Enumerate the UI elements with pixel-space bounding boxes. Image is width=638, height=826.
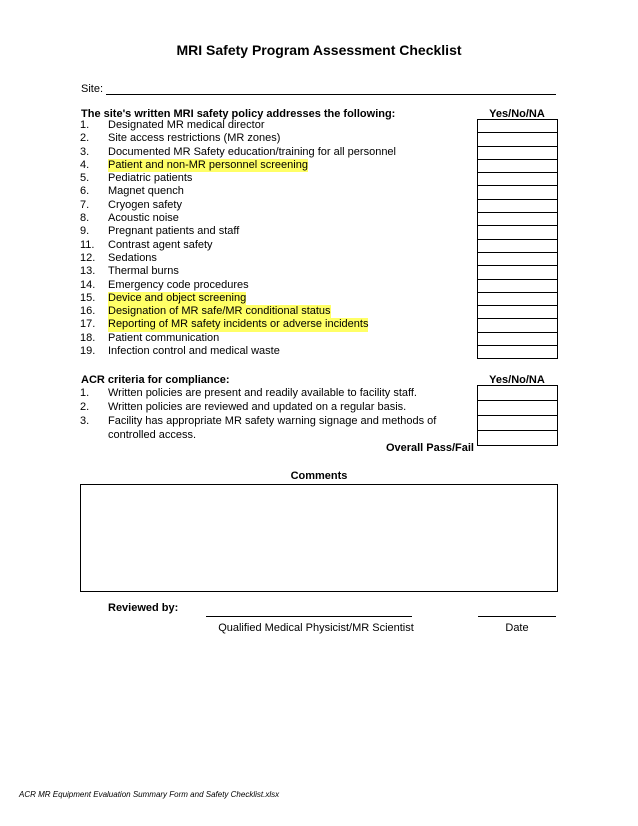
criteria-heading: ACR criteria for compliance: xyxy=(81,374,230,386)
answer-cell[interactable] xyxy=(478,319,557,332)
answer-cell[interactable] xyxy=(478,213,557,226)
item-text: Reporting of MR safety incidents or adverse incidents xyxy=(108,318,369,331)
policy-item xyxy=(80,265,470,278)
item-text: Documented MR Safety education/training for all personnel xyxy=(108,145,396,158)
item-text: Magnet quench xyxy=(108,185,184,198)
item-number: 13. xyxy=(80,265,96,278)
item-number: 11. xyxy=(80,238,95,251)
policy-item xyxy=(80,199,470,212)
answer-cell[interactable] xyxy=(478,293,557,306)
answer-cell[interactable] xyxy=(478,333,557,346)
date-caption: Date xyxy=(505,622,529,634)
policy-item xyxy=(80,239,470,252)
answer-cell[interactable] xyxy=(478,386,557,401)
policy-item xyxy=(80,172,470,185)
policy-item xyxy=(80,345,470,358)
policy-item xyxy=(80,132,470,145)
criteria-item xyxy=(80,414,470,442)
item-text: Infection control and medical waste xyxy=(108,345,280,358)
policy-heading: The site's written MRI safety policy addresses the following: xyxy=(81,108,396,120)
answer-cell[interactable] xyxy=(478,401,557,416)
item-text: Patient and non-MR personnel screening xyxy=(108,158,308,171)
item-text: Cryogen safety xyxy=(108,198,182,211)
item-number: 8. xyxy=(80,212,90,225)
criteria-answer-grid xyxy=(477,385,558,446)
item-text: Written policies are present and readily available to facility staff. xyxy=(108,387,417,399)
answer-cell[interactable] xyxy=(478,280,557,293)
item-text: Acoustic noise xyxy=(108,212,179,225)
answer-cell[interactable] xyxy=(478,120,557,133)
footer-filename: ACR MR Equipment Evaluation Summary Form and Safety Checklist.xlsx xyxy=(19,790,280,799)
item-number: 9. xyxy=(80,225,90,238)
criteria-item xyxy=(80,400,470,414)
signature-line[interactable] xyxy=(206,616,412,617)
criteria-column-header: Yes/No/NA xyxy=(489,374,545,386)
policy-item xyxy=(80,119,470,132)
item-number: 19. xyxy=(80,345,96,358)
answer-cell[interactable] xyxy=(478,147,557,160)
policy-item xyxy=(80,279,470,292)
item-text: Emergency code procedures xyxy=(108,278,249,291)
policy-item-list xyxy=(80,119,470,358)
item-text: Sedations xyxy=(108,251,157,264)
answer-cell[interactable] xyxy=(478,133,557,146)
overall-pass-fail-label: Overall Pass/Fail xyxy=(385,442,474,454)
answer-cell[interactable] xyxy=(478,306,557,319)
answer-cell[interactable] xyxy=(478,253,557,266)
item-number: 4. xyxy=(80,158,90,171)
reviewed-by-label: Reviewed by: xyxy=(108,602,179,614)
item-number: 2. xyxy=(80,401,90,413)
item-number: 15. xyxy=(80,291,96,304)
date-line[interactable] xyxy=(478,616,556,617)
page-title: MRI Safety Program Assessment Checklist xyxy=(176,42,462,58)
answer-cell[interactable] xyxy=(478,226,557,239)
policy-item xyxy=(80,292,470,305)
item-text: Device and object screening xyxy=(108,291,247,304)
item-number: 2. xyxy=(80,132,90,145)
answer-cell[interactable] xyxy=(478,173,557,186)
item-number: 1. xyxy=(80,119,90,131)
policy-item xyxy=(80,332,470,345)
item-number: 5. xyxy=(80,172,90,185)
item-number: 17. xyxy=(80,318,96,331)
item-number: 18. xyxy=(80,331,96,344)
policy-item xyxy=(80,305,470,318)
item-number: 14. xyxy=(80,278,96,291)
answer-cell[interactable] xyxy=(478,266,557,279)
item-text: Designated MR medical director xyxy=(108,119,265,131)
item-text: Pediatric patients xyxy=(108,172,193,185)
item-text: Written policies are reviewed and updated on a regular basis. xyxy=(108,401,407,413)
overall-pass-fail-cell[interactable] xyxy=(478,431,557,446)
site-input-line[interactable] xyxy=(106,94,556,95)
policy-item xyxy=(80,252,470,265)
item-number: 7. xyxy=(80,198,90,211)
item-number: 6. xyxy=(80,185,90,198)
policy-item xyxy=(80,318,470,331)
answer-cell[interactable] xyxy=(478,346,557,359)
policy-answer-grid xyxy=(477,119,558,359)
item-text: Designation of MR safe/MR conditional status xyxy=(108,305,331,318)
answer-cell[interactable] xyxy=(478,160,557,173)
site-label: Site: xyxy=(81,83,104,95)
item-text: Patient communication xyxy=(108,331,220,344)
item-number: 1. xyxy=(80,387,90,399)
policy-item xyxy=(80,146,470,159)
answer-cell[interactable] xyxy=(478,200,557,213)
policy-item xyxy=(80,212,470,225)
item-text: Pregnant patients and staff xyxy=(108,225,240,238)
item-number: 3. xyxy=(80,145,90,158)
answer-cell[interactable] xyxy=(478,186,557,199)
comments-box[interactable] xyxy=(80,484,558,592)
policy-item xyxy=(80,225,470,238)
answer-cell[interactable] xyxy=(478,416,557,431)
policy-item xyxy=(80,159,470,172)
item-number: 12. xyxy=(80,251,96,264)
item-text: Facility has appropriate MR safety warning signage and methods of controlled access. xyxy=(108,415,437,441)
policy-item xyxy=(80,185,470,198)
item-number: 3. xyxy=(80,415,90,427)
policy-column-header: Yes/No/NA xyxy=(489,108,545,120)
criteria-item-list xyxy=(80,386,470,442)
item-text: Contrast agent safety xyxy=(108,238,213,251)
answer-cell[interactable] xyxy=(478,240,557,253)
signature-caption: Qualified Medical Physicist/MR Scientist xyxy=(218,622,414,634)
criteria-item xyxy=(80,386,470,400)
item-text: Site access restrictions (MR zones) xyxy=(108,132,281,145)
item-number: 16. xyxy=(80,305,96,318)
item-text: Thermal burns xyxy=(108,265,179,278)
comments-label: Comments xyxy=(290,470,348,482)
